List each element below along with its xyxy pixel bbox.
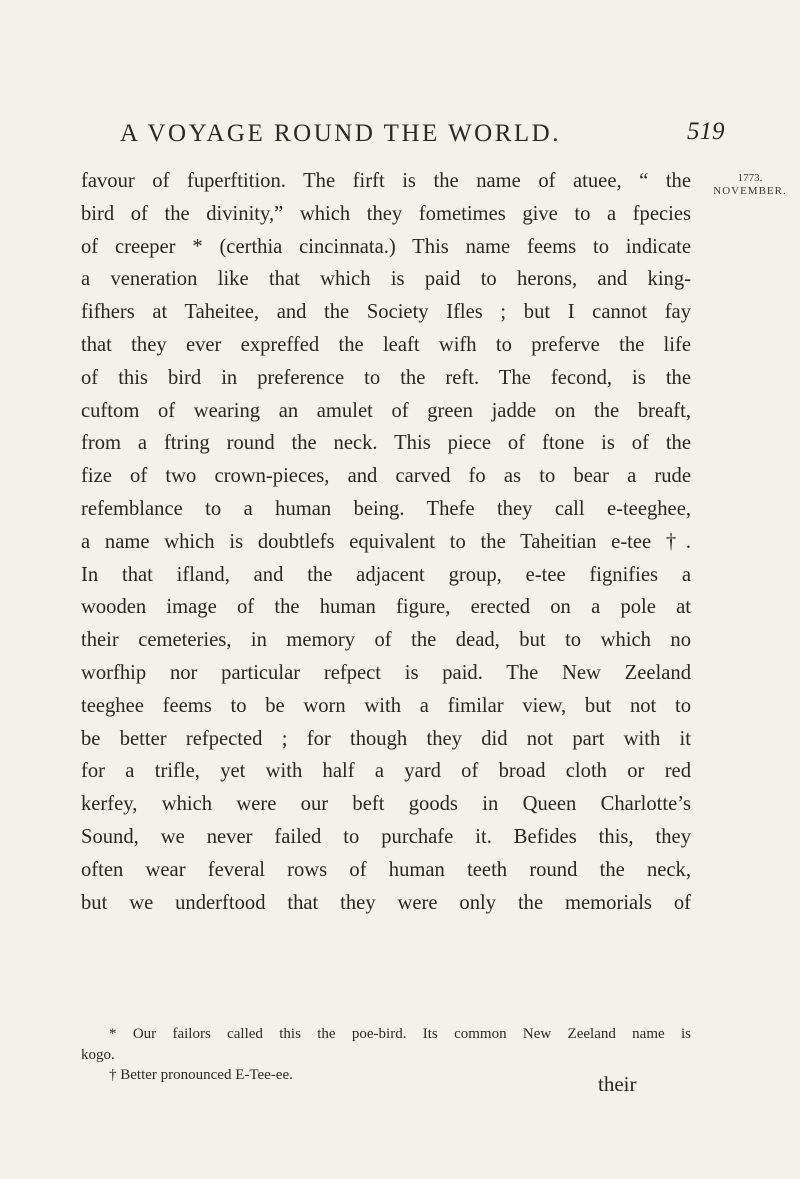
text-line: refemblance to a human being. Thefe they call e-teeghee,	[81, 497, 691, 520]
text-line: In that ifland, and the adjacent group, e-tee fignifies a	[81, 563, 691, 586]
text-line: a veneration like that which is paid to herons, and king-	[81, 268, 691, 291]
text-line: their cemeteries, in memory of the dead, but to which no	[81, 629, 691, 652]
text-line: but we underftood that they were only the memorials of	[81, 891, 691, 914]
margin-month: NOVEMBER.	[713, 185, 787, 197]
margin-date-note	[700, 172, 800, 198]
text-line: bird of the divinity,” which they fometimes give to a fpecies	[81, 202, 691, 225]
text-line: be better refpected ; for though they did not part with it	[81, 727, 691, 750]
text-line: worfhip nor particular refpect is paid. The New Zeeland	[81, 661, 691, 684]
text-line: kerfey, which were our beft goods in Queen Charlotte’s	[81, 793, 691, 816]
text-line: a name which is doubtlefs equivalent to the Taheitian e-tee †.	[81, 530, 691, 553]
text-line: that they ever expreffed the leaft wifh to preferve the life	[81, 333, 691, 356]
text-line: of this bird in preference to the reft. The fecond, is the	[81, 366, 691, 389]
text-line: fize of two crown-pieces, and carved fo as to bear a rude	[81, 465, 691, 488]
running-title: A VOYAGE ROUND THE WORLD.	[120, 120, 561, 147]
text-line: for a trifle, yet with half a yard of broad cloth or red	[81, 760, 691, 783]
page-number: 519	[687, 118, 725, 145]
text-line: teeghee feems to be worn with a fimilar view, but not to	[81, 694, 691, 717]
text-line: cuftom of wearing an amulet of green jadde on the breaft,	[81, 399, 691, 422]
catchword: their	[598, 1072, 637, 1096]
text-line: of creeper * (certhia cincinnata.) This name feems to indicate	[81, 235, 691, 258]
footnote-line: † Better pronounced E-Tee-ee.	[109, 1067, 293, 1083]
text-line: from a ftring round the neck. This piece of ftone is of the	[81, 432, 691, 455]
text-line: Sound, we never failed to purchafe it. Befides this, they	[81, 825, 691, 848]
body-text	[81, 165, 691, 919]
text-line: often wear feveral rows of human teeth round the neck,	[81, 858, 691, 881]
footnote-line: kogo.	[81, 1046, 115, 1063]
margin-year: 1773.	[737, 172, 763, 184]
footnote-line: * Our failors called this the poe-bird. Its common New Zeeland name is	[109, 1026, 691, 1042]
text-line: favour of fuperftition. The firft is the name of atuee, “ the	[81, 170, 691, 192]
text-line: fifhers at Taheitee, and the Society Ifles ; but I cannot fay	[81, 301, 691, 324]
text-line: wooden image of the human figure, erected on a pole at	[81, 596, 691, 619]
